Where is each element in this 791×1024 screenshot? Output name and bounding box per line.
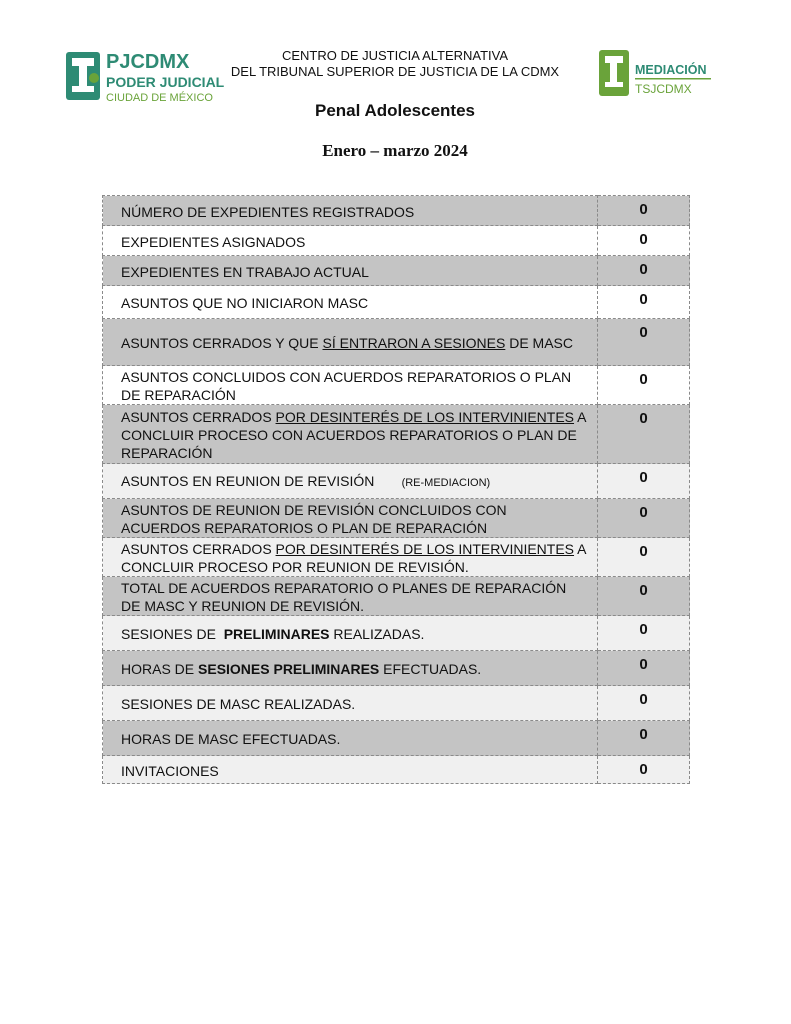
statistics-table (102, 195, 690, 784)
period-subtitle: Enero – marzo 2024 (322, 141, 468, 160)
row-label: TOTAL DE ACUERDOS REPARATORIO O PLANES DE REPARACIÓN DE MASC Y REUNION DE REVISIÓN. (103, 577, 598, 616)
institution-line-1: CENTRO DE JUSTICIA ALTERNATIVA (281, 48, 509, 63)
table-row (103, 756, 690, 784)
row-label: INVITACIONES (103, 756, 598, 784)
table-row (103, 196, 690, 226)
table-row (103, 366, 690, 405)
svg-text:PODER JUDICIAL: PODER JUDICIAL (106, 74, 225, 90)
table-row (103, 226, 690, 256)
table-row (103, 499, 690, 538)
row-label: ASUNTOS CERRADOS Y QUE SÍ ENTRARON A SESIONES DE MASC (103, 319, 598, 366)
row-label: EXPEDIENTES EN TRABAJO ACTUAL (103, 256, 598, 286)
row-value: 0 (598, 538, 690, 577)
svg-text:TSJCDMX: TSJCDMX (635, 82, 692, 96)
table-row (103, 721, 690, 756)
table-row (103, 538, 690, 577)
row-value: 0 (598, 286, 690, 319)
page-title: Penal Adolescentes (315, 101, 475, 120)
svg-text:CIUDAD DE MÉXICO: CIUDAD DE MÉXICO (106, 92, 213, 104)
institution-line-2: DEL TRIBUNAL SUPERIOR DE JUSTICIA DE LA CDMX (230, 64, 560, 79)
table-row (103, 577, 690, 616)
table-row (103, 686, 690, 721)
row-label: ASUNTOS DE REUNION DE REVISIÓN CONCLUIDOS CON ACUERDOS REPARATORIOS O PLAN DE REPARACIÓN (103, 499, 598, 538)
row-label: SESIONES DE PRELIMINARES REALIZADAS. (103, 616, 598, 651)
table-row (103, 616, 690, 651)
row-value: 0 (598, 651, 690, 686)
table-row (103, 405, 690, 464)
row-value: 0 (598, 756, 690, 784)
row-value: 0 (598, 319, 690, 366)
row-value: 0 (598, 366, 690, 405)
row-label: ASUNTOS CERRADOS POR DESINTERÉS DE LOS INTERVINIENTES A CONCLUIR PROCESO CON ACUERDOS REPARATORIOS O PLAN DE REPARACIÓN (103, 405, 598, 464)
row-value: 0 (598, 256, 690, 286)
row-value: 0 (598, 616, 690, 651)
row-value: 0 (598, 196, 690, 226)
row-label: NÚMERO DE EXPEDIENTES REGISTRADOS (103, 196, 598, 226)
svg-text:MEDIACIÓN: MEDIACIÓN (635, 63, 707, 77)
row-value: 0 (598, 226, 690, 256)
row-label: ASUNTOS CERRADOS POR DESINTERÉS DE LOS INTERVINIENTES A CONCLUIR PROCESO POR REUNION DE REVISIÓN. (103, 538, 598, 577)
row-value: 0 (598, 721, 690, 756)
mediacion-logo (597, 48, 715, 100)
row-label: EXPEDIENTES ASIGNADOS (103, 226, 598, 256)
row-label: HORAS DE MASC EFECTUADAS. (103, 721, 598, 756)
table-row (103, 286, 690, 319)
table-row (103, 651, 690, 686)
row-value: 0 (598, 499, 690, 538)
row-value: 0 (598, 686, 690, 721)
svg-text:PJCDMX: PJCDMX (106, 51, 190, 73)
row-label: SESIONES DE MASC REALIZADAS. (103, 686, 598, 721)
row-label: HORAS DE SESIONES PRELIMINARES EFECTUADAS. (103, 651, 598, 686)
table-row (103, 319, 690, 366)
row-label: ASUNTOS EN REUNION DE REVISIÓN (RE-MEDIACION) (103, 464, 598, 499)
table-row (103, 464, 690, 499)
row-value: 0 (598, 464, 690, 499)
row-label: ASUNTOS CONCLUIDOS CON ACUERDOS REPARATORIOS O PLAN DE REPARACIÓN (103, 366, 598, 405)
row-value: 0 (598, 577, 690, 616)
row-value: 0 (598, 405, 690, 464)
table-row (103, 256, 690, 286)
row-label: ASUNTOS QUE NO INICIARON MASC (103, 286, 598, 319)
